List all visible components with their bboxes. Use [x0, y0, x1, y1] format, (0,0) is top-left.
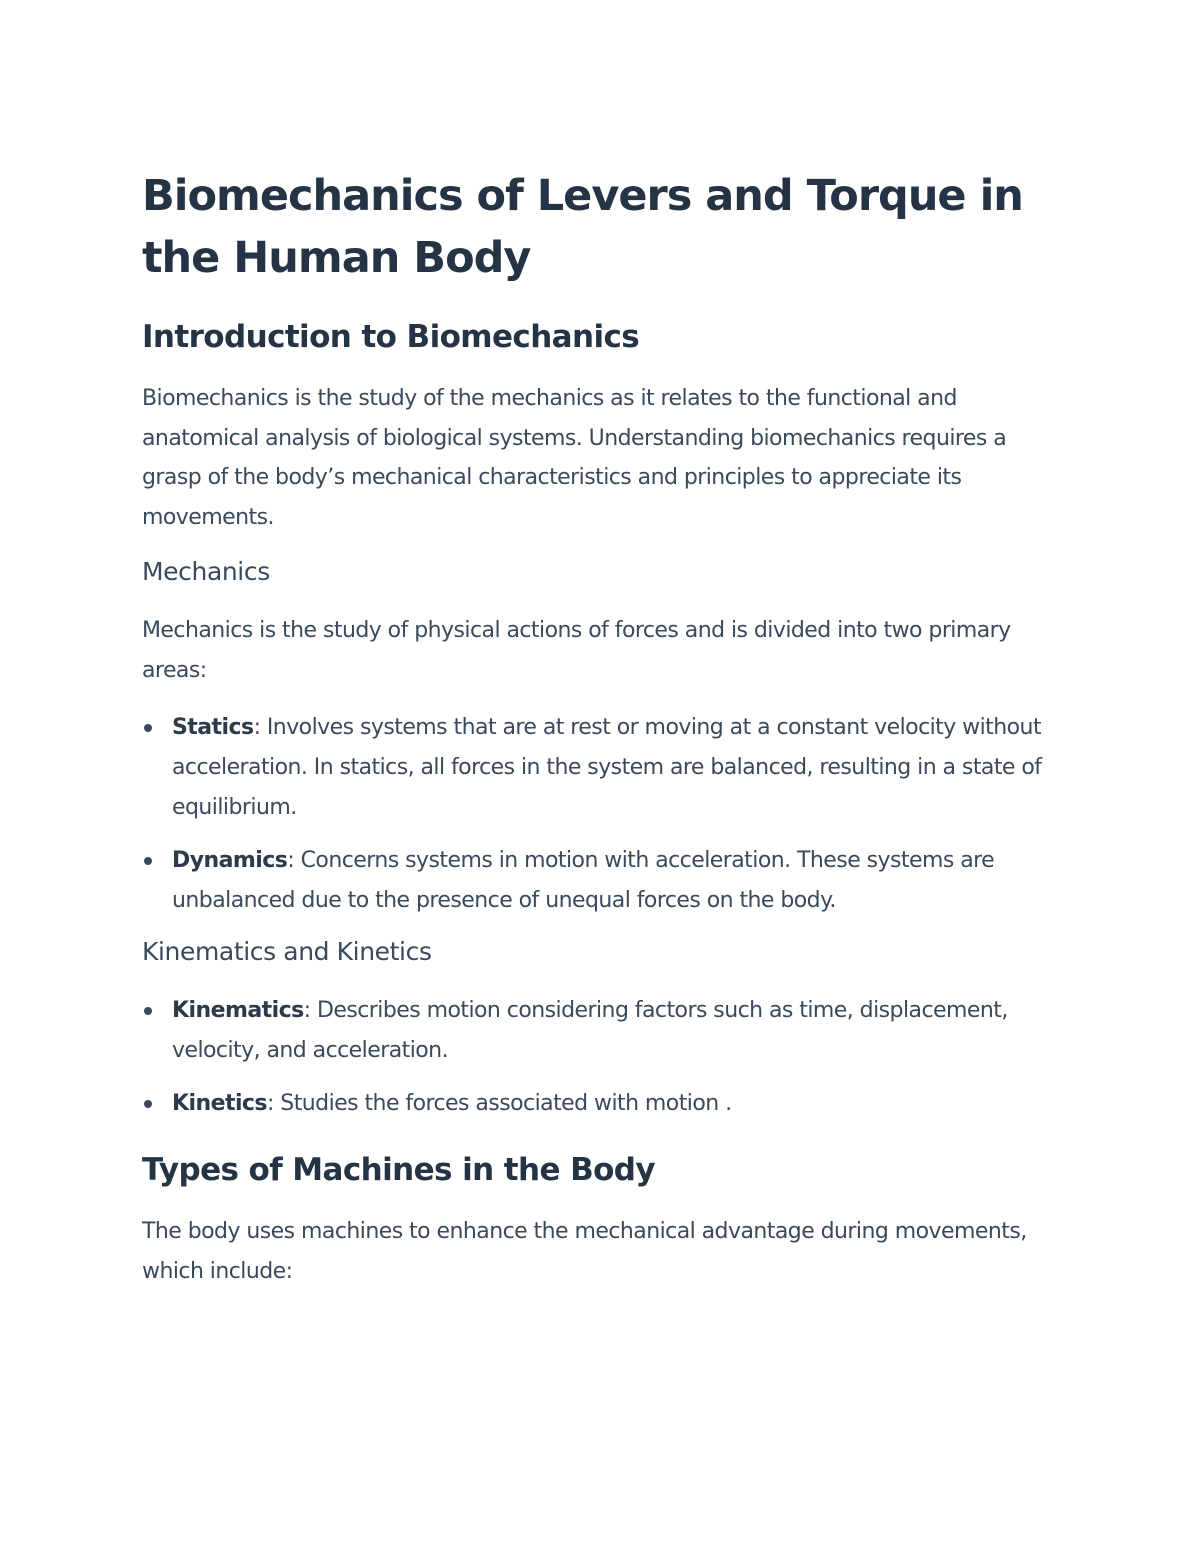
definition-kinematics: : Describes motion considering factors such as time, displacement, velocity, and acceleration. [172, 998, 1008, 1063]
section-heading-machines: Types of Machines in the Body [142, 1152, 656, 1188]
document-title: Biomechanics of Levers and Torque in the Human Body [142, 171, 1023, 283]
term-kinetics: Kinetics [172, 1091, 267, 1116]
list-item-kinetics [142, 1084, 1052, 1124]
definition-statics: : Involves systems that are at rest or moving at a constant velocity without acceleration. In statics, all forces in the system are balanced, resulting in a state of equilibrium. [172, 715, 1042, 820]
bullet-icon [144, 724, 152, 732]
mechanics-paragraph: Mechanics is the study of physical actions of forces and is divided into two primary areas: [142, 618, 1011, 683]
term-kinematics: Kinematics [172, 998, 304, 1023]
document-page [142, 165, 1052, 1309]
bullet-icon [144, 1100, 152, 1108]
term-dynamics: Dynamics [172, 848, 288, 873]
subheading-mechanics: Mechanics [142, 557, 270, 586]
list-item-statics [142, 708, 1052, 828]
bullet-icon [144, 1007, 152, 1015]
bullet-icon [144, 857, 152, 865]
section-heading-introduction: Introduction to Biomechanics [142, 319, 640, 355]
list-item-dynamics [142, 841, 1052, 921]
mechanics-list [142, 708, 1052, 921]
definition-dynamics: : Concerns systems in motion with acceleration. These systems are unbalanced due to the presence of unequal forces on the body. [172, 848, 995, 913]
term-statics: Statics [172, 715, 254, 740]
machines-paragraph: The body uses machines to enhance the mechanical advantage during movements, which include: [142, 1219, 1027, 1284]
subheading-kinematics-kinetics: Kinematics and Kinetics [142, 937, 432, 966]
list-item-kinematics [142, 991, 1052, 1071]
kinematics-list [142, 991, 1052, 1124]
definition-kinetics: : Studies the forces associated with motion . [266, 1091, 732, 1116]
intro-paragraph: Biomechanics is the study of the mechanics as it relates to the functional and anatomical analysis of biological systems. Understanding biomechanics requires a grasp of the body’s mechanical characteristics and principles to appreciate its movements. [142, 386, 1007, 530]
